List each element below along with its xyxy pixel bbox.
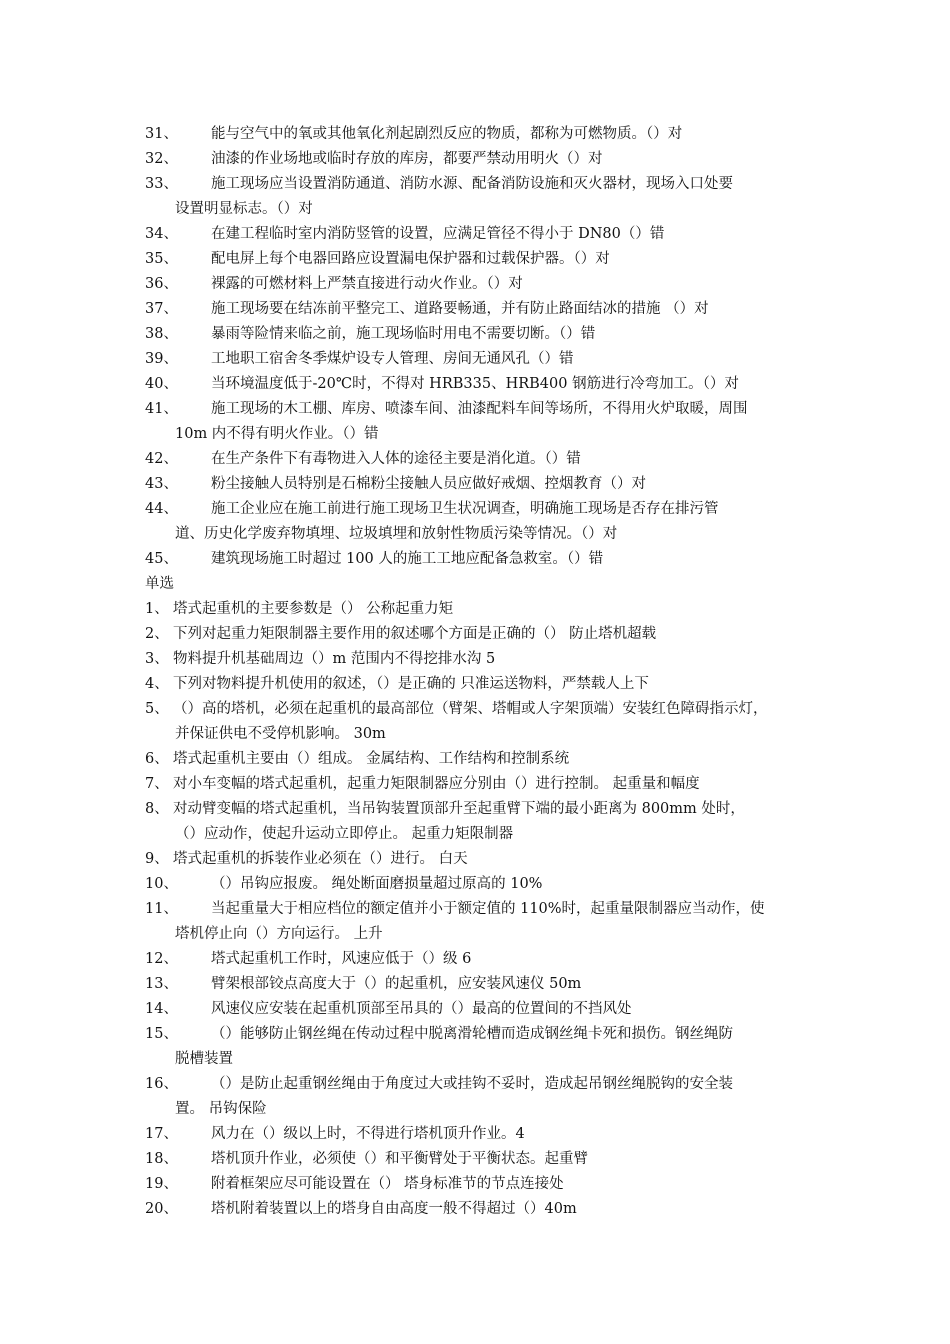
question-number: 35、 bbox=[145, 251, 178, 267]
question-number: 39、 bbox=[145, 351, 178, 367]
question-text: 对动臂变幅的塔式起重机，当吊钩装置顶部升至起重臂下端的最小距离为 800mm 处时， bbox=[173, 801, 745, 817]
question-text: （）能够防止钢丝绳在传动过程中脱离滑轮槽而造成钢丝绳卡死和损伤。钢丝绳防 bbox=[211, 1026, 733, 1042]
question-text-continuation: （）应动作，使起升运动立即停止。 起重力矩限制器 bbox=[175, 826, 514, 842]
question-number: 10、 bbox=[145, 876, 178, 892]
question-text: 配电屏上每个电器回路应设置漏电保护器和过载保护器。（）对 bbox=[211, 251, 610, 267]
question-number: 33、 bbox=[145, 176, 178, 192]
question-text: 能与空气中的氧或其他氧化剂起剧烈反应的物质，都称为可燃物质。（）对 bbox=[211, 126, 683, 142]
question-item bbox=[145, 1197, 817, 1222]
question-number: 11、 bbox=[145, 901, 178, 917]
question-text-continuation: 设置明显标志。（）对 bbox=[175, 201, 313, 217]
question-item bbox=[145, 972, 817, 997]
question-item bbox=[145, 747, 817, 772]
question-item bbox=[145, 297, 817, 322]
question-item bbox=[145, 1172, 817, 1197]
question-number: 41、 bbox=[145, 401, 178, 417]
question-text: 施工现场要在结冻前平整完工、道路要畅通，并有防止路面结冰的措施 （）对 bbox=[211, 301, 709, 317]
question-text: 粉尘接触人员特别是石棉粉尘接触人员应做好戒烟、控烟教育（）对 bbox=[211, 476, 646, 492]
question-text: 建筑现场施工时超过 100 人的施工工地应配备急救室。（）错 bbox=[211, 551, 604, 567]
question-item bbox=[145, 597, 817, 622]
question-number: 9、 bbox=[145, 851, 169, 867]
question-number: 17、 bbox=[145, 1126, 178, 1142]
question-item bbox=[145, 147, 817, 172]
question-item bbox=[145, 897, 817, 947]
document-body bbox=[145, 122, 817, 1222]
question-item bbox=[145, 797, 817, 847]
question-item bbox=[145, 547, 817, 572]
question-number: 1、 bbox=[145, 601, 169, 617]
question-item bbox=[145, 397, 817, 447]
question-item bbox=[145, 222, 817, 247]
question-text: 塔式起重机的主要参数是（） 公称起重力矩 bbox=[173, 601, 454, 617]
question-item bbox=[145, 347, 817, 372]
question-text: （）高的塔机，必须在起重机的最高部位（臂架、塔帽或人字架顶端）安装红色障碍指示灯， bbox=[173, 701, 768, 717]
question-number: 44、 bbox=[145, 501, 178, 517]
question-number: 7、 bbox=[145, 776, 169, 792]
question-text: （）是防止起重钢丝绳由于角度过大或挂钩不妥时，造成起吊钢丝绳脱钩的安全装 bbox=[211, 1076, 733, 1092]
single-choice-list-a bbox=[145, 597, 817, 872]
question-item bbox=[145, 1072, 817, 1122]
question-text: 当环境温度低于-20℃时，不得对 HRB335、HRB400 钢筋进行冷弯加工。（）对 bbox=[211, 376, 739, 392]
question-item bbox=[145, 1147, 817, 1172]
question-item bbox=[145, 122, 817, 147]
question-number: 18、 bbox=[145, 1151, 178, 1167]
question-item bbox=[145, 947, 817, 972]
question-text: 塔式起重机工作时，风速应低于（）级 6 bbox=[211, 951, 472, 967]
question-text-continuation: 脱槽装置 bbox=[175, 1051, 233, 1067]
question-text: 塔机顶升作业，必须使（）和平衡臂处于平衡状态。起重臂 bbox=[211, 1151, 588, 1167]
question-item bbox=[145, 672, 817, 697]
question-text: 施工现场的木工棚、库房、喷漆车间、油漆配料车间等场所，不得用火炉取暖，周围 bbox=[211, 401, 748, 417]
question-text: 暴雨等险情来临之前，施工现场临时用电不需要切断。（）错 bbox=[211, 326, 596, 342]
question-text-continuation: 道、历史化学废弃物填埋、垃圾填埋和放射性物质污染等情况。（）对 bbox=[175, 526, 618, 542]
question-item bbox=[145, 472, 817, 497]
question-item bbox=[145, 1022, 817, 1072]
question-number: 19、 bbox=[145, 1176, 178, 1192]
question-number: 32、 bbox=[145, 151, 178, 167]
question-number: 5、 bbox=[145, 701, 169, 717]
question-number: 3、 bbox=[145, 651, 169, 667]
question-item bbox=[145, 247, 817, 272]
question-text-continuation: 并保证供电不受停机影响。 30m bbox=[175, 726, 386, 742]
single-choice-list-b bbox=[145, 872, 817, 1222]
question-text: 施工现场应当设置消防通道、消防水源、配备消防设施和灭火器材，现场入口处要 bbox=[211, 176, 733, 192]
question-text: （）吊钩应报废。 绳处断面磨损量超过原高的 10% bbox=[211, 876, 543, 892]
question-number: 13、 bbox=[145, 976, 178, 992]
question-number: 12、 bbox=[145, 951, 178, 967]
question-text: 风速仪应安装在起重机顶部至吊具的（）最高的位置间的不挡风处 bbox=[211, 1001, 632, 1017]
question-item bbox=[145, 497, 817, 547]
question-text: 下列对起重力矩限制器主要作用的叙述哪个方面是正确的（） 防止塔机超载 bbox=[173, 626, 657, 642]
question-number: 36、 bbox=[145, 276, 178, 292]
question-item bbox=[145, 272, 817, 297]
question-text-continuation: 塔机停止向（）方向运行。 上升 bbox=[175, 926, 383, 942]
question-number: 43、 bbox=[145, 476, 178, 492]
question-text: 在建工程临时室内消防竖管的设置，应满足管径不得小于 DN80（）错 bbox=[211, 226, 665, 242]
judgment-question-list bbox=[145, 122, 817, 572]
question-text-continuation: 置。 吊钩保险 bbox=[175, 1101, 267, 1117]
question-text: 在生产条件下有毒物进入人体的途径主要是消化道。（）错 bbox=[211, 451, 581, 467]
question-text: 对小车变幅的塔式起重机，起重力矩限制器应分别由（）进行控制。 起重量和幅度 bbox=[173, 776, 700, 792]
question-number: 37、 bbox=[145, 301, 178, 317]
question-item bbox=[145, 172, 817, 222]
question-number: 2、 bbox=[145, 626, 169, 642]
question-number: 40、 bbox=[145, 376, 178, 392]
question-item bbox=[145, 997, 817, 1022]
question-item bbox=[145, 847, 817, 872]
question-number: 8、 bbox=[145, 801, 169, 817]
question-text: 当起重量大于相应档位的额定值并小于额定值的 110%时，起重量限制器应当动作，使 bbox=[211, 901, 765, 917]
question-text: 塔机附着装置以上的塔身自由高度一般不得超过（）40m bbox=[211, 1201, 577, 1217]
question-text: 工地职工宿舍冬季煤炉设专人管理、房间无通风孔（）错 bbox=[211, 351, 574, 367]
question-number: 45、 bbox=[145, 551, 178, 567]
question-item bbox=[145, 322, 817, 347]
question-number: 6、 bbox=[145, 751, 169, 767]
question-item bbox=[145, 372, 817, 397]
question-text: 物料提升机基础周边（）m 范围内不得挖排水沟 5 bbox=[173, 651, 496, 667]
question-item bbox=[145, 697, 817, 747]
question-text: 油漆的作业场地或临时存放的库房，都要严禁动用明火（）对 bbox=[211, 151, 603, 167]
question-item bbox=[145, 622, 817, 647]
question-text: 塔式起重机主要由（）组成。 金属结构、工作结构和控制系统 bbox=[173, 751, 570, 767]
question-number: 42、 bbox=[145, 451, 178, 467]
question-item bbox=[145, 872, 817, 897]
question-text: 塔式起重机的拆装作业必须在（）进行。 白天 bbox=[173, 851, 468, 867]
question-number: 16、 bbox=[145, 1076, 178, 1092]
question-item bbox=[145, 1122, 817, 1147]
question-number: 14、 bbox=[145, 1001, 178, 1017]
question-number: 31、 bbox=[145, 126, 178, 142]
question-number: 20、 bbox=[145, 1201, 178, 1217]
question-item bbox=[145, 447, 817, 472]
question-text: 裸露的可燃材料上严禁直接进行动火作业。（）对 bbox=[211, 276, 523, 292]
question-text: 臂架根部铰点高度大于（）的起重机，应安装风速仪 50m bbox=[211, 976, 582, 992]
question-text-continuation: 10m 内不得有明火作业。（）错 bbox=[175, 426, 379, 442]
question-text: 风力在（）级以上时，不得进行塔机顶升作业。4 bbox=[211, 1126, 525, 1142]
question-text: 下列对物料提升机使用的叙述，（）是正确的 只准运送物料，严禁载人上下 bbox=[173, 676, 649, 692]
question-item bbox=[145, 647, 817, 672]
section-heading-single-choice: 单选 bbox=[145, 576, 174, 592]
question-number: 15、 bbox=[145, 1026, 178, 1042]
question-text: 施工企业应在施工前进行施工现场卫生状况调查，明确施工现场是否存在排污管 bbox=[211, 501, 719, 517]
question-text: 附着框架应尽可能设置在（） 塔身标准节的节点连接处 bbox=[211, 1176, 564, 1192]
question-number: 34、 bbox=[145, 226, 178, 242]
question-number: 4、 bbox=[145, 676, 169, 692]
question-number: 38、 bbox=[145, 326, 178, 342]
question-item bbox=[145, 772, 817, 797]
